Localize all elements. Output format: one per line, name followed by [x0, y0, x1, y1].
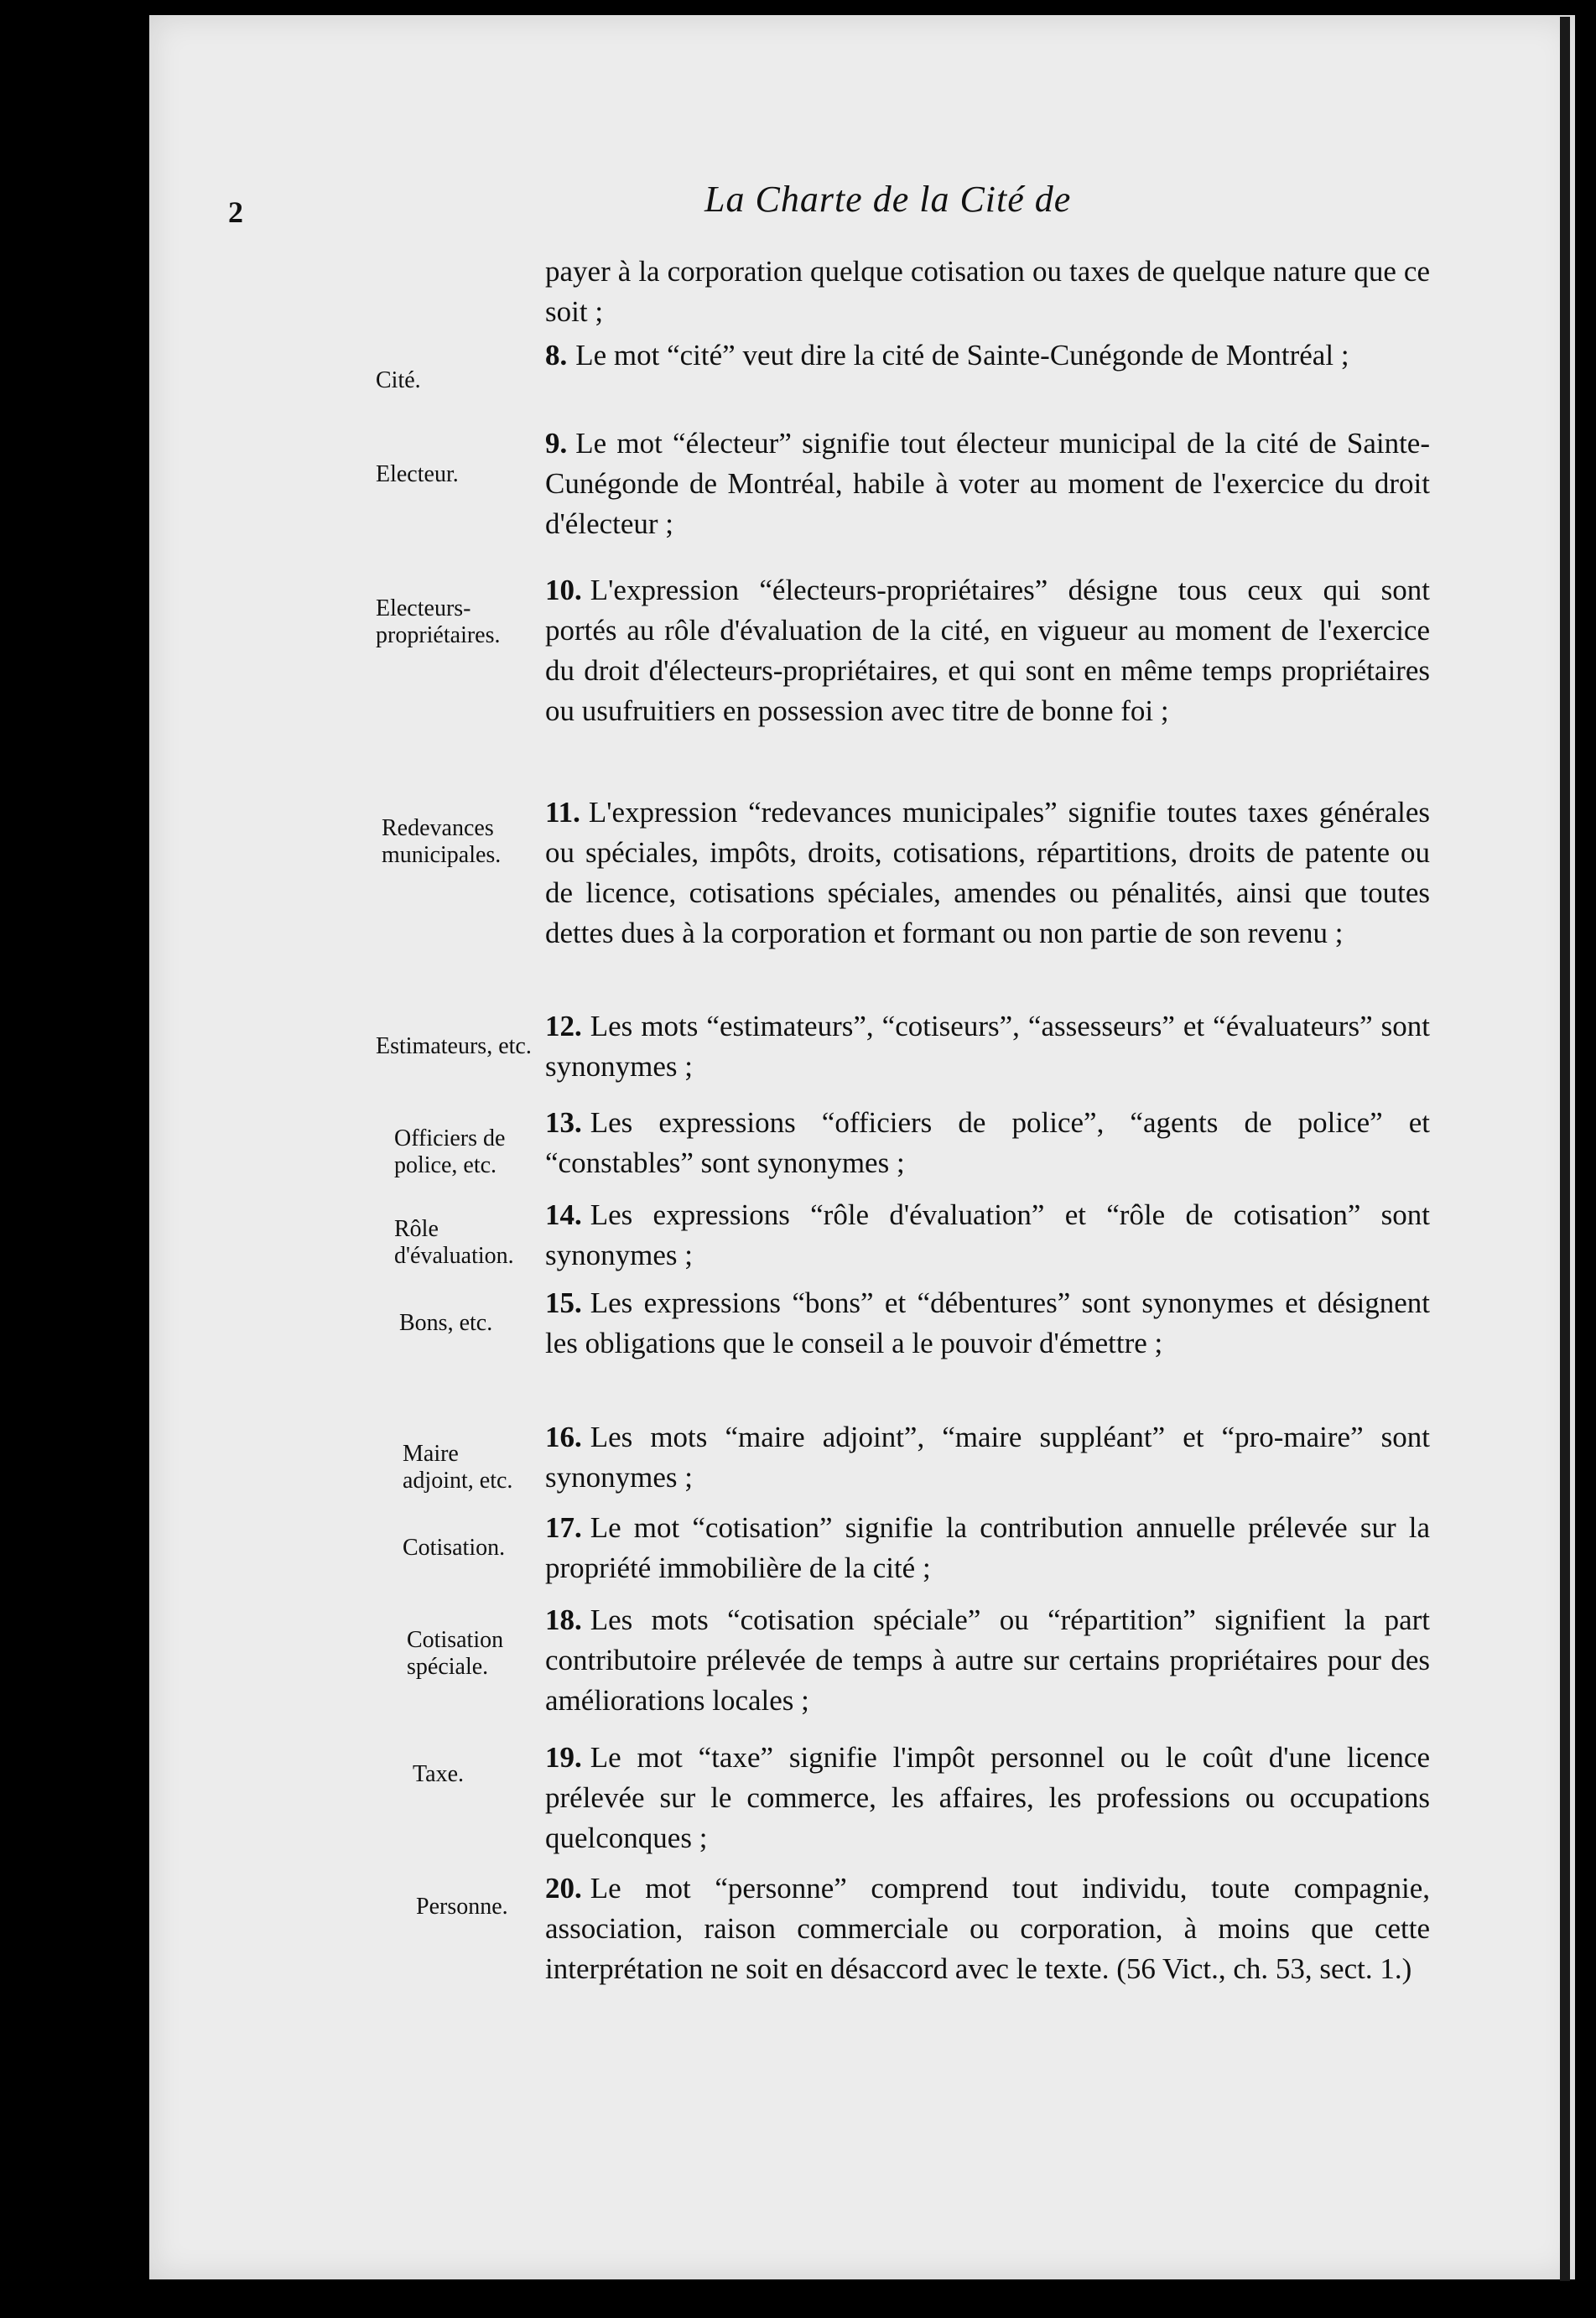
article-20 [545, 1868, 1430, 1989]
article-text: Le mot “cotisation” signifie la contribution annuelle prélevée sur la propriété immobilière de la cité ; [545, 1511, 1430, 1584]
article-17 [545, 1508, 1430, 1588]
article-number: 16. [545, 1421, 582, 1453]
article-number: 10. [545, 574, 582, 606]
margin-note-officiers: Officiers de police, etc. [394, 1125, 506, 1178]
page-number: 2 [228, 195, 243, 229]
margin-note-estimateurs: Estimateurs, etc. [376, 1033, 532, 1059]
article-text: Le mot “cité” veut dire la cité de Sainte-Cunégonde de Montréal ; [575, 339, 1349, 372]
article-12 [545, 1006, 1430, 1087]
article-text: Le mot “personne” comprend tout individu, toute compagnie, association, raison commerciale ou corporation, à moins que cette interprétation ne soit en désaccord avec le texte. (56 Vict., ch. 53, sect. 1.) [545, 1872, 1430, 1985]
page-edge [1560, 17, 1570, 2281]
article-text: Les expressions “officiers de police”, “agents de police” et “constables” sont synonymes ; [545, 1106, 1430, 1179]
article-number: 17. [545, 1511, 582, 1544]
article-13 [545, 1103, 1430, 1183]
article-number: 15. [545, 1286, 582, 1319]
margin-note-taxe: Taxe. [413, 1761, 465, 1787]
article-text: Le mot “taxe” signifie l'impôt personnel ou le coût d'une licence prélevée sur le commerce, les affaires, les professions ou occupations quelconques ; [545, 1741, 1430, 1854]
margin-note-cotisation: Cotisation. [403, 1535, 506, 1561]
article-text: L'expression “redevances municipales” signifie toutes taxes générales ou spéciales, impôts, droits, cotisations, répartitions, droits de patente ou de licence, cotisations spéciales, amendes ou pénalités, ainsi que toutes dettes dues à la corporation et formant ou non partie de son revenu ; [545, 796, 1430, 949]
article-number: 20. [545, 1872, 582, 1905]
article-19 [545, 1738, 1430, 1858]
article-11 [545, 793, 1430, 954]
article-18 [545, 1600, 1430, 1721]
margin-note-bons: Bons, etc. [399, 1310, 493, 1336]
article-number: 13. [545, 1106, 582, 1139]
article-text: L'expression “électeurs-propriétaires” désigne tous ceux qui sont portés au rôle d'évaluation de la cité, en vigueur au moment de l'exercice du droit d'électeurs-propriétaires, et qui sont en même temps propriétaires ou usufruitiers en possession avec titre de bonne foi ; [545, 574, 1430, 727]
margin-note-role: Rôle d'évaluation. [394, 1216, 514, 1269]
article-16 [545, 1417, 1430, 1498]
article-15 [545, 1283, 1430, 1364]
margin-note-personne: Personne. [416, 1894, 508, 1920]
article-text: Le mot “électeur” signifie tout électeur municipal de la cité de Sainte-Cunégonde de Montréal, habile à voter au moment de l'exercice du droit d'électeur ; [545, 427, 1430, 540]
margin-note-electeur: Electeur. [376, 461, 459, 487]
running-title: La Charte de la Cité de [704, 179, 1072, 220]
article-number: 12. [545, 1010, 582, 1042]
article-text: Les mots “maire adjoint”, “maire suppléant” et “pro-maire” sont synonymes ; [545, 1421, 1430, 1494]
article-number: 11. [545, 796, 580, 829]
margin-note-electeurs-proprietaires: Electeurs-propriétaires. [376, 595, 501, 648]
article-text: Les expressions “rôle d'évaluation” et “rôle de cotisation” sont synonymes ; [545, 1198, 1430, 1271]
article-number: 8. [545, 339, 568, 372]
margin-note-cite: Cité. [376, 367, 421, 393]
margin-note-maire-adjoint: Maire adjoint, etc. [403, 1441, 513, 1494]
article-number: 14. [545, 1198, 582, 1231]
article-10 [545, 570, 1430, 731]
margin-note-redevances: Redevances municipales. [382, 815, 502, 868]
article-number: 18. [545, 1603, 582, 1636]
article-text: Les expressions “bons” et “débentures” sont synonymes et désignent les obligations que le conseil a le pouvoir d'émettre ; [545, 1286, 1430, 1359]
article-text: Les mots “estimateurs”, “cotiseurs”, “assesseurs” et “évaluateurs” sont synonymes ; [545, 1010, 1430, 1083]
article-9 [545, 424, 1430, 544]
article-number: 19. [545, 1741, 582, 1774]
article-14 [545, 1195, 1430, 1276]
article-number: 9. [545, 427, 568, 460]
article-text: Les mots “cotisation spéciale” ou “répartition” signifient la part contributoire prélevée de temps à autre sur certains propriétaires pour des améliorations locales ; [545, 1603, 1430, 1717]
intro-paragraph: payer à la corporation quelque cotisation ou taxes de quelque nature que ce soit ; [545, 255, 1430, 328]
article-8 [545, 335, 1430, 376]
margin-note-cotisation-speciale: Cotisation spéciale. [407, 1627, 504, 1680]
